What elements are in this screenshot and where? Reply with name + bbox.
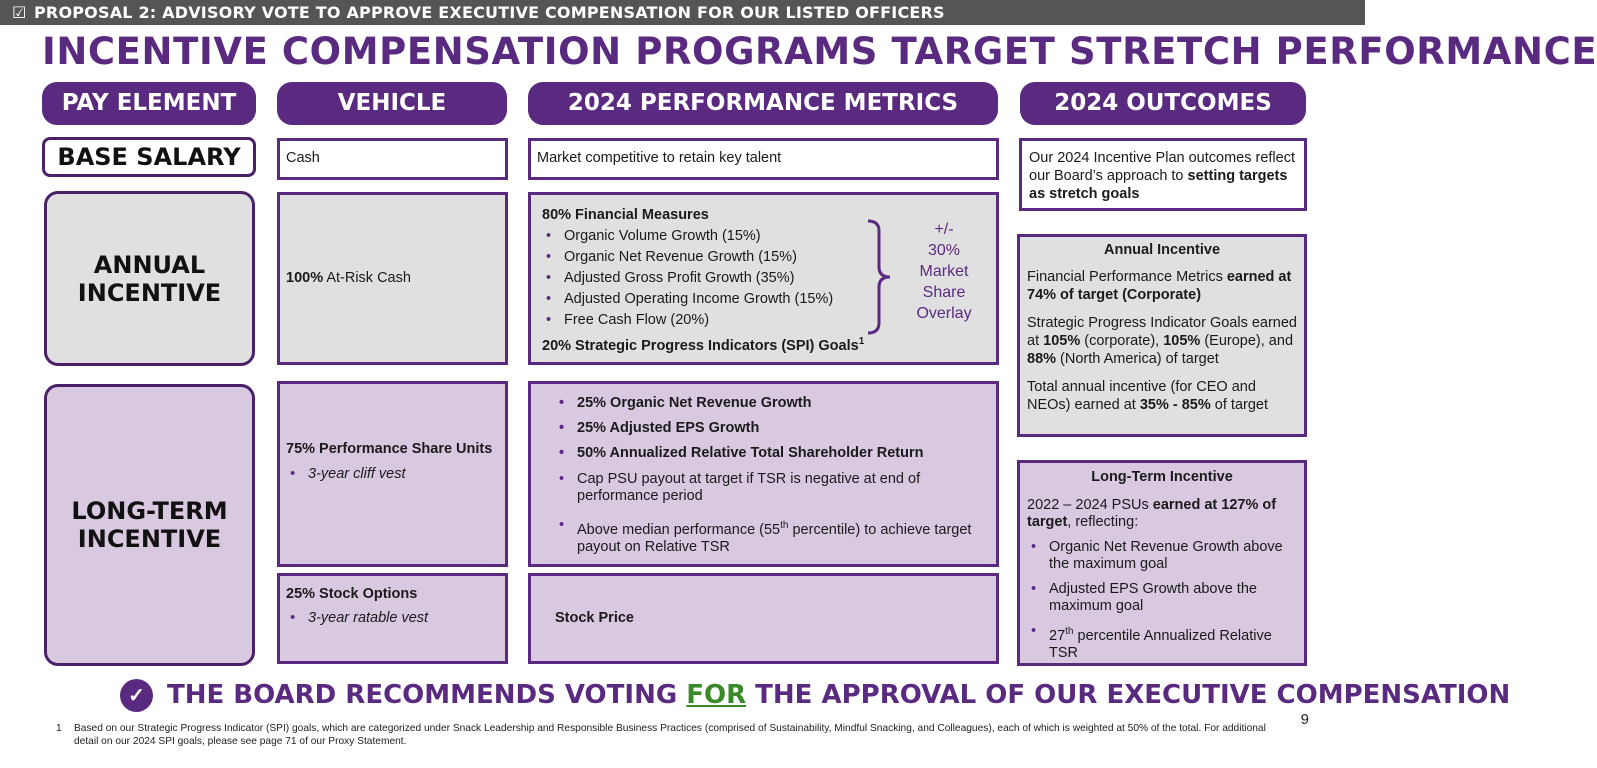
outcomes-intro-b: setting targets as stretch goals <box>1029 168 1288 202</box>
lt-outcome-title: Long-Term Incentive <box>1091 469 1233 485</box>
annual-p2-g: (North America) of target <box>1056 351 1219 367</box>
lt-outcome-p1 <box>1027 497 1297 532</box>
psu-median-sup: th <box>780 520 789 531</box>
banner-pre: THE BOARD RECOMMENDS VOTING <box>167 680 687 710</box>
annual-p2-e: (Europe), and <box>1200 333 1294 349</box>
pay-element-base-salary <box>42 137 256 177</box>
outcomes-intro-a: Our 2024 Incentive Plan outcomes reflect our Board’s approach to <box>1029 150 1295 184</box>
annual-p1-b: earned at 74% of target (Corporate) <box>1027 269 1292 303</box>
pay-element-long-term-incentive <box>44 384 255 666</box>
lt-outcome-item-3 <box>1027 623 1297 663</box>
annual-outcome-p3 <box>1027 378 1297 414</box>
checkbox-icon: ☑ <box>12 3 27 22</box>
bracket-icon <box>866 219 892 335</box>
section-label: PROPOSAL 2: ADVISORY VOTE TO APPROVE EXECUTIVE COMPENSATION FOR OUR LISTED OFFICERS <box>34 3 945 22</box>
annual-metrics-cell <box>528 192 999 365</box>
page-title: INCENTIVE COMPENSATION PROGRAMS TARGET STRETCH PERFORMANCE <box>42 30 1597 73</box>
annual-outcome-p2 <box>1027 314 1297 368</box>
section-topbar <box>0 0 1365 25</box>
psu-terms-list <box>555 471 976 556</box>
annual-p2-a: Strategic Progress Indicator Goals earned at <box>1027 315 1297 349</box>
psu-median-b: percentile) to achieve target payout on Relative TSR <box>577 521 972 555</box>
page-number: 9 <box>1300 711 1309 728</box>
annual-p2-b: 105% <box>1043 333 1081 349</box>
annual-incentive-label: ANNUAL INCENTIVE <box>77 250 222 307</box>
header-vehicle: VEHICLE <box>277 82 507 125</box>
lt-p1-b: earned at 127% of target <box>1027 496 1277 530</box>
base-vehicle-cell <box>277 138 508 180</box>
footnote-text: Based on our Strategic Progress Indicator (SPI) goals, which are categorized under Snack Leadership and Responsible Business Practices (comprised of Sustainability, Mindful Snacking, and Colleagues), each of which is weighted at 50% of the total. For additional detail on our 2024 SPI goals, please see page 71 of our Proxy Statement. <box>74 723 1266 748</box>
lt-outcome-list-2 <box>1027 623 1297 663</box>
annual-p1-a: Financial Performance Metrics <box>1027 269 1227 285</box>
options-vest-list <box>286 610 499 627</box>
header-metrics: 2024 PERFORMANCE METRICS <box>528 82 998 125</box>
base-metric-cell <box>528 138 999 180</box>
base-salary-label: BASE SALARY <box>57 143 241 171</box>
lt-item3-sup: th <box>1065 625 1074 637</box>
annual-vehicle-text <box>286 270 411 287</box>
spi-goals-text: 20% Strategic Progress Indicators (SPI) Goals <box>542 337 859 354</box>
options-metric-cell <box>528 573 999 664</box>
lt-outcome-list <box>1027 539 1297 616</box>
options-title: 25% Stock Options <box>286 586 418 602</box>
pay-element-annual-incentive <box>44 191 255 366</box>
annual-outcome-title: Annual Incentive <box>1103 242 1221 258</box>
header-outcomes: 2024 OUTCOMES <box>1020 82 1306 125</box>
lt-outcome-cell <box>1017 460 1307 666</box>
options-vehicle-cell <box>277 573 508 664</box>
financial-measure-item: • Adjusted Gross Profit Growth (35%) <box>542 268 985 289</box>
market-share-overlay: +/- 30% Market Share Overlay <box>916 221 972 322</box>
outcomes-intro <box>1019 138 1307 211</box>
options-vest: • 3-year ratable vest <box>286 610 499 627</box>
psu-metric-item: • 25% Adjusted EPS Growth <box>555 420 976 437</box>
psu-vest-list <box>286 466 499 483</box>
annual-p3-b: 35% - 85% <box>1139 397 1211 413</box>
recommendation-banner <box>120 677 1510 713</box>
psu-median-a: Above median performance (55 <box>577 521 781 538</box>
annual-p3-a: Total annual incentive (for CEO and NEOs) earned at <box>1027 379 1256 413</box>
check-circle-icon: ✓ <box>120 679 153 712</box>
psu-metric-item: • 50% Annualized Relative Total Shareholder Return <box>555 445 976 462</box>
lt-item3-pre: 27 <box>1049 627 1066 644</box>
spi-footnote-ref: 1 <box>858 336 865 347</box>
lt-outcome-item: • Adjusted EPS Growth above the maximum goal <box>1027 581 1297 616</box>
annual-p2-c: (corporate), <box>1080 333 1164 349</box>
psu-metrics-list <box>555 395 976 462</box>
footnote-number: 1 <box>56 723 62 734</box>
psu-metrics-cell <box>528 381 999 567</box>
header-pay-element: PAY ELEMENT <box>42 82 256 125</box>
lt-outcome-item: • Organic Net Revenue Growth above the maximum goal <box>1027 539 1297 574</box>
lt-item3-rest: percentile Annualized Relative TSR <box>1049 627 1272 661</box>
banner-for: FOR <box>686 680 747 710</box>
options-metric: Stock Price <box>555 609 634 626</box>
lt-p1-a: 2022 – 2024 PSUs <box>1027 496 1153 513</box>
annual-vehicle-rest: At-Risk Cash <box>323 269 411 286</box>
annual-p2-f: 88% <box>1027 351 1057 367</box>
annual-vehicle-bold: 100% <box>286 269 324 286</box>
psu-title: 75% Performance Share Units <box>286 441 493 457</box>
annual-outcome-p1 <box>1027 268 1297 304</box>
annual-vehicle-cell <box>277 192 508 365</box>
financial-measure-item: • Free Cash Flow (20%) <box>542 310 985 331</box>
base-vehicle-text: Cash <box>286 150 320 167</box>
base-metric-text: Market competitive to retain key talent <box>537 150 782 167</box>
footnote <box>56 722 1286 749</box>
financial-measure-item: • Organic Volume Growth (15%) <box>542 226 985 247</box>
financial-measure-item: • Organic Net Revenue Growth (15%) <box>542 247 985 268</box>
lt-p1-c: , reflecting: <box>1067 514 1139 530</box>
psu-vehicle-cell <box>277 381 508 567</box>
banner-post: THE APPROVAL OF OUR EXECUTIVE COMPENSATION <box>746 680 1511 710</box>
psu-vest: • 3-year cliff vest <box>286 466 499 483</box>
long-term-incentive-label: LONG-TERM INCENTIVE <box>71 497 228 553</box>
psu-median <box>555 517 976 556</box>
psu-metric-item: • 25% Organic Net Revenue Growth <box>555 395 976 412</box>
psu-cap: • Cap PSU payout at target if TSR is negative at end of performance period <box>555 471 976 505</box>
annual-p3-c: of target <box>1210 397 1268 413</box>
annual-p2-d: 105% <box>1163 333 1201 349</box>
spi-goals <box>542 331 985 357</box>
financial-measure-item: • Adjusted Operating Income Growth (15%) <box>542 289 985 310</box>
recommendation-text <box>167 680 1510 710</box>
financial-measures-title: 80% Financial Measures <box>542 207 709 223</box>
annual-outcome-cell <box>1017 234 1307 437</box>
